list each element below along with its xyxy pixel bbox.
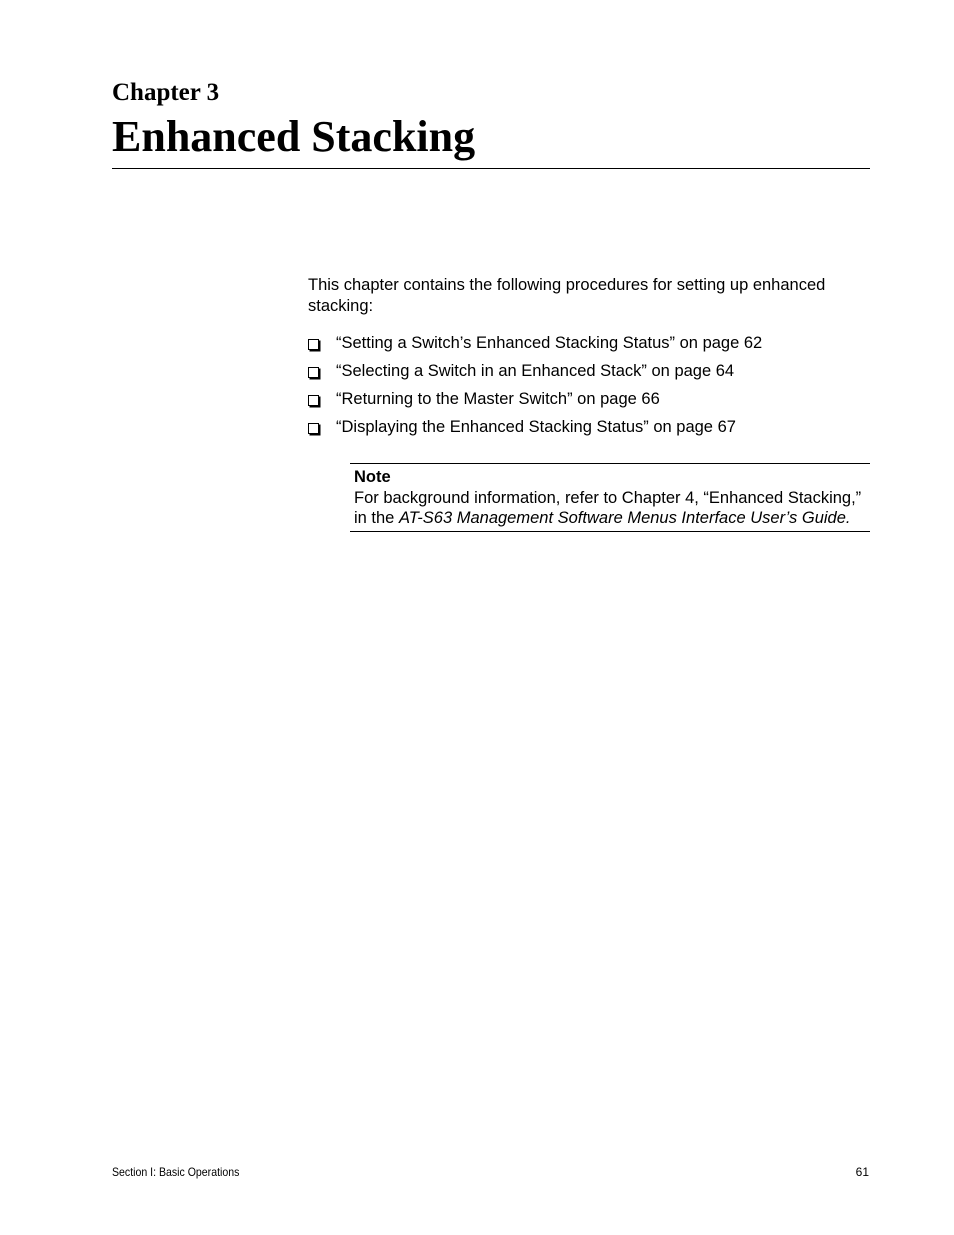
procedure-link[interactable]: “Selecting a Switch in an Enhanced Stack” on page 64 xyxy=(336,362,735,380)
procedure-list xyxy=(308,332,870,444)
chapter-label: Chapter 3 xyxy=(112,79,220,106)
procedure-link[interactable]: “Returning to the Master Switch” on page 66 xyxy=(336,390,660,408)
list-item xyxy=(308,332,870,360)
list-item xyxy=(308,416,870,444)
note-box xyxy=(350,463,870,532)
note-text: For background information, refer to Chapter 4, “Enhanced Stacking,” in the xyxy=(354,488,862,527)
note-heading: Note xyxy=(354,468,391,486)
footer-section: Section I: Basic Operations xyxy=(112,1165,240,1179)
list-item xyxy=(308,360,870,388)
guide-title: AT-S63 Management Software Menus Interface User’s Guide. xyxy=(398,509,851,527)
page-number: 61 xyxy=(855,1165,869,1179)
title-rule xyxy=(112,168,870,169)
procedure-link[interactable]: “Displaying the Enhanced Stacking Status” on page 67 xyxy=(336,418,736,436)
chapter-title: Enhanced Stacking xyxy=(112,112,476,161)
checkbox-bullet-icon xyxy=(308,423,319,434)
note-body xyxy=(354,489,861,528)
checkbox-bullet-icon xyxy=(308,395,319,406)
checkbox-bullet-icon xyxy=(308,339,319,350)
intro-paragraph: This chapter contains the following procedures for setting up enhanced stacking: xyxy=(308,276,826,315)
procedure-link[interactable]: “Setting a Switch’s Enhanced Stacking Status” on page 62 xyxy=(336,334,763,352)
list-item xyxy=(308,388,870,416)
checkbox-bullet-icon xyxy=(308,367,319,378)
